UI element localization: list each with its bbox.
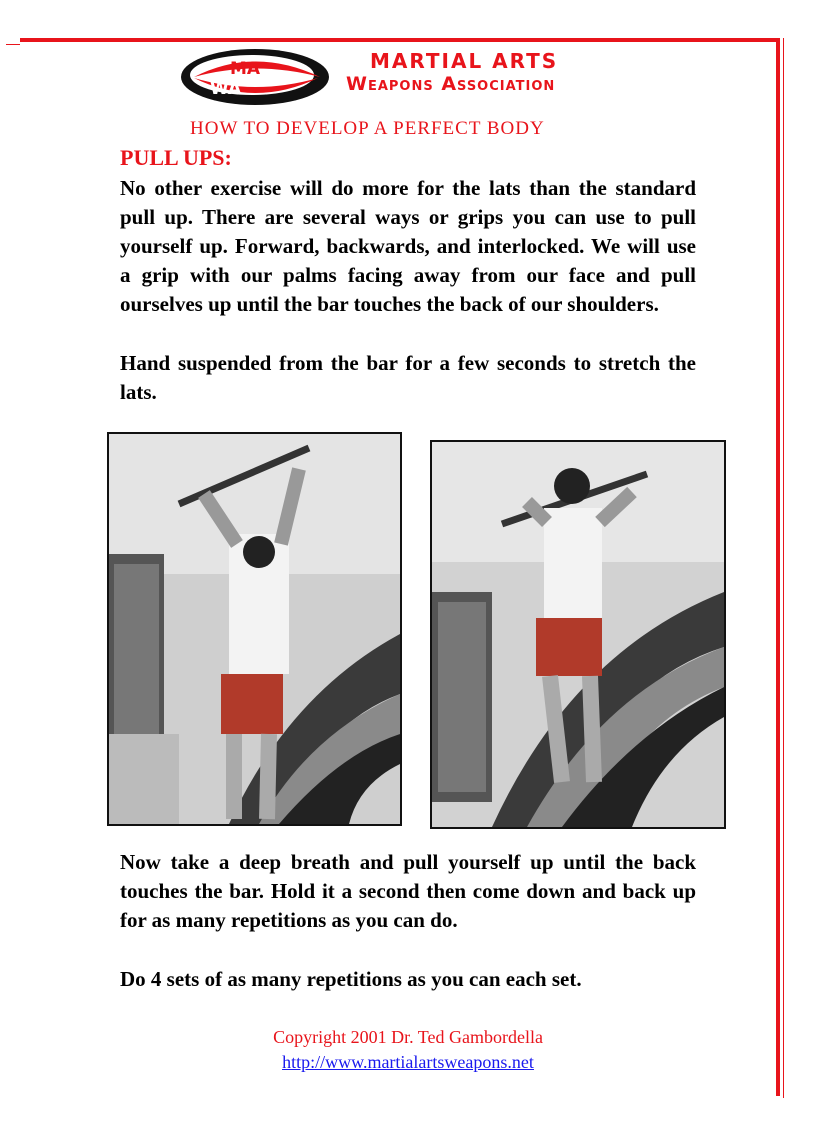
logo-wordmark [346, 50, 558, 96]
pull-paragraph: Now take a deep breath and pull yourself up until the back touches the bar. Hold it a second then come down and back up for as many repetitions as you can do. [120, 850, 696, 932]
page-border-right [776, 38, 780, 1096]
mawa-logo-icon [180, 48, 330, 106]
website-link[interactable]: http://www.martialartsweapons.net [282, 1052, 534, 1072]
logo-line-1: MARTIAL ARTS [370, 49, 559, 73]
hanging-photo [107, 432, 402, 826]
page-border-top-thin [6, 44, 20, 45]
copyright-notice: Copyright 2001 Dr. Ted Gambordella [273, 1027, 543, 1047]
hang-paragraph: Hand suspended from the bar for a few seconds to stretch the lats. [120, 351, 696, 404]
association-logo [180, 48, 640, 108]
logo-badge-bottom: WA [210, 79, 242, 99]
website-link-row [0, 1052, 816, 1073]
page-subtitle: HOW TO DEVELOP A PERFECT BODY [190, 118, 545, 139]
page-border-top [20, 38, 780, 42]
intro-paragraph: No other exercise will do more for the lats than the standard pull up. There are several ways or grips you can use to pull yourself up. Forward, backwards, and interlocked. We will use a grip with our palms facing away from our face and pull ourselves up until the bar touches the back of our shoulders. [120, 176, 696, 316]
pulled-up-to-bar-photo-icon [432, 442, 724, 827]
page-border-right-thin [783, 38, 784, 1098]
hanging-from-bar-photo-icon [109, 434, 400, 824]
logo-badge-top: MA [230, 59, 261, 79]
pulled-up-photo [430, 440, 726, 829]
sets-paragraph: Do 4 sets of as many repetitions as you can each set. [120, 967, 582, 991]
logo-line-2: Weapons Association [346, 73, 556, 95]
section-heading: PULL UPS: [120, 145, 232, 170]
